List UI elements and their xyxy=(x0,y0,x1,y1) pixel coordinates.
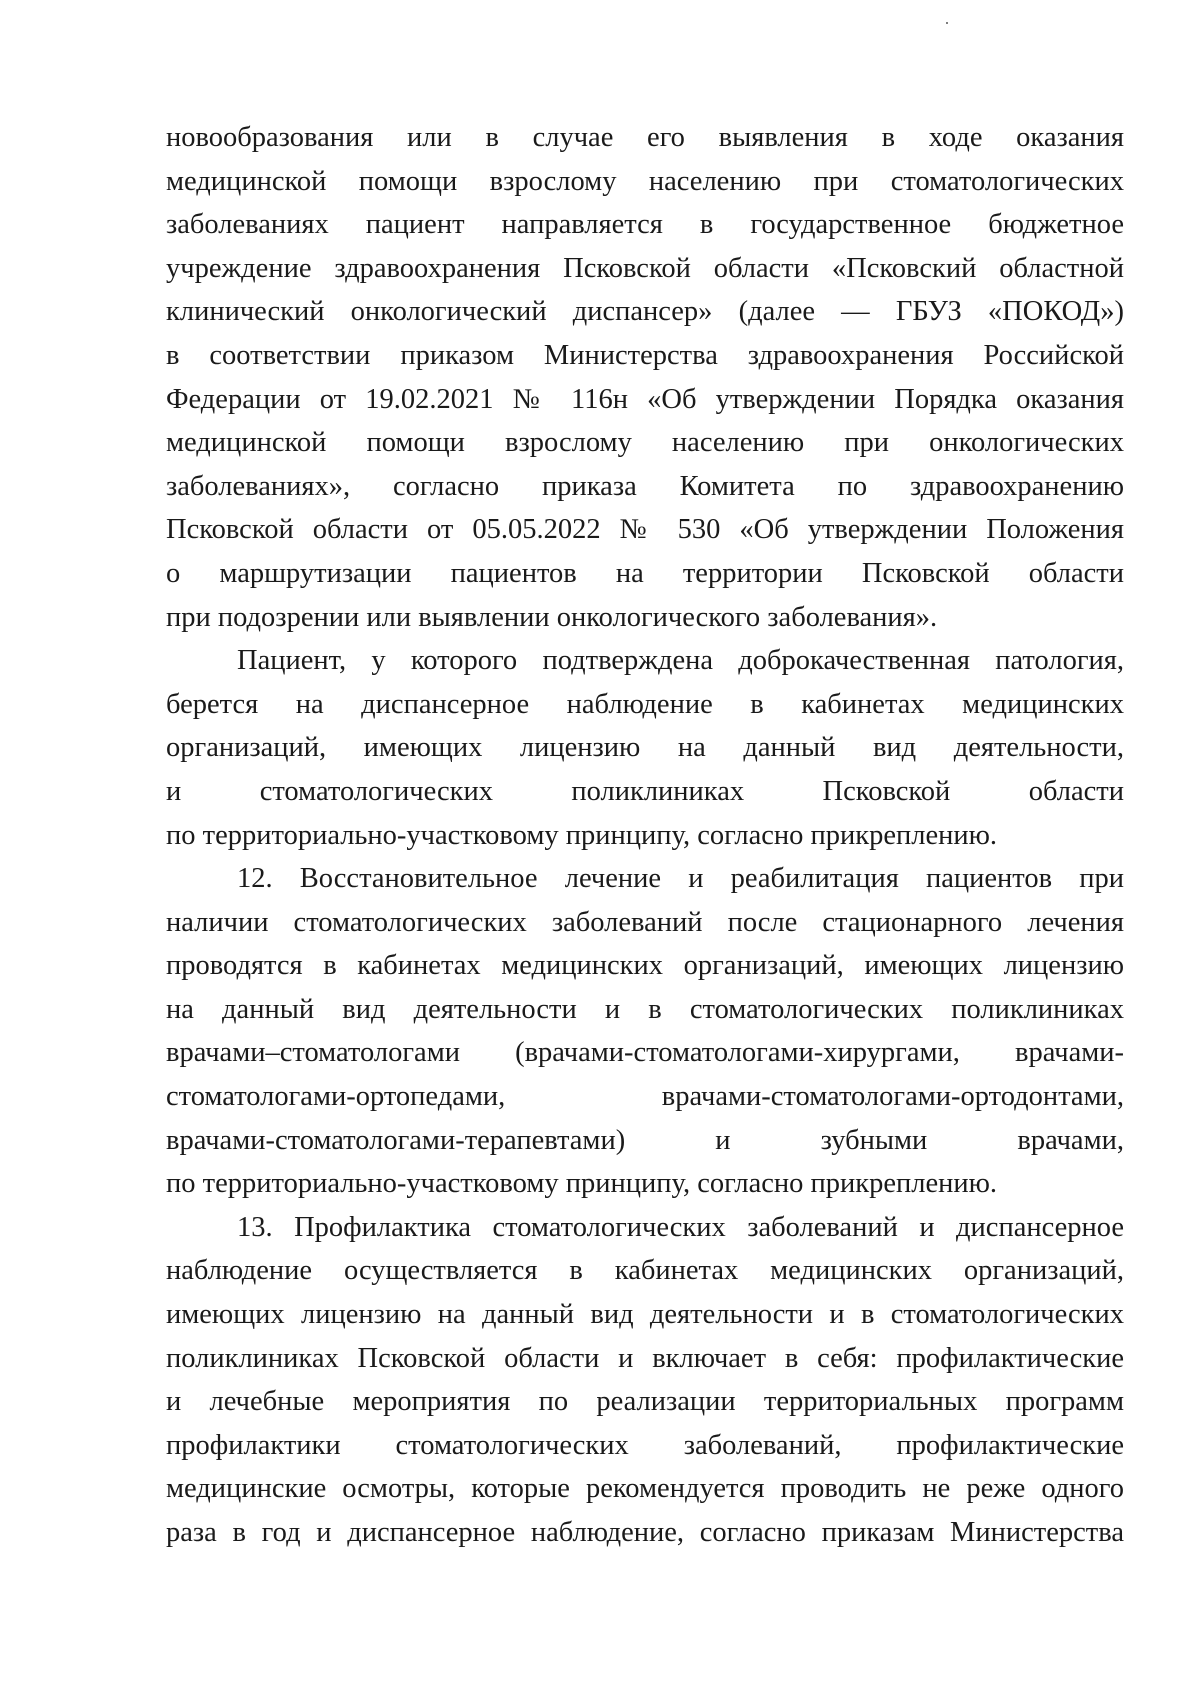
text-line: заболеваниях пациент направляется в государственное бюджетное xyxy=(166,209,1124,241)
text-line: стоматологами-ортопедами, врачами-стоматологами-ортодонтами, xyxy=(166,1081,1124,1113)
paragraph-first-line: Пациент, у которого подтверждена доброкачественная патология, xyxy=(237,645,1124,677)
text-line: профилактики стоматологических заболеваний, профилактические xyxy=(166,1429,1124,1461)
text-line: наблюдение осуществляется в кабинетах медицинских организаций, xyxy=(166,1255,1124,1287)
text-line: имеющих лицензию на данный вид деятельности и в стоматологических xyxy=(166,1299,1124,1331)
item-13-first-line: 13. Профилактика стоматологических заболеваний и диспансерное xyxy=(237,1211,1124,1243)
text-line: наличии стоматологических заболеваний после стационарного лечения xyxy=(166,906,1124,938)
text-line: и лечебные мероприятия по реализации территориальных программ xyxy=(166,1386,1124,1418)
text-line: по территориально-участковому принципу, согласно прикреплению. xyxy=(166,819,998,851)
text-line: организаций, имеющих лицензию на данный вид деятельности, xyxy=(166,732,1124,764)
item-12-first-line: 12. Восстановительное лечение и реабилитация пациентов при xyxy=(237,863,1124,895)
text-line: раза в год и диспансерное наблюдение, согласно приказам Министерства xyxy=(166,1517,1124,1548)
text-line: врачами–стоматологами (врачами-стоматологами-хирургами, врачами- xyxy=(166,1037,1124,1069)
text-line: о маршрутизации пациентов на территории Псковской области xyxy=(166,557,1124,589)
text-line: клинический онкологический диспансер» (далее — ГБУЗ «ПОКОД») xyxy=(166,296,1124,328)
text-line: учреждение здравоохранения Псковской области «Псковский областной xyxy=(166,252,1124,284)
text-line: медицинские осмотры, которые рекомендуется проводить не реже одного xyxy=(166,1473,1124,1505)
text-line: при подозрении или выявлении онкологического заболевания». xyxy=(166,601,938,633)
text-line: медицинской помощи взрослому населению при стоматологических xyxy=(166,165,1124,197)
text-line: берется на диспансерное наблюдение в кабинетах медицинских xyxy=(166,688,1124,720)
text-line: на данный вид деятельности и в стоматологических поликлиниках xyxy=(166,993,1124,1025)
text-line: заболеваниях», согласно приказа Комитета по здравоохранению xyxy=(166,470,1124,502)
text-line: поликлиниках Псковской области и включает в себя: профилактические xyxy=(166,1342,1124,1374)
text-line: и стоматологических поликлиниках Псковской области xyxy=(166,775,1124,807)
text-line: медицинской помощи взрослому населению при онкологических xyxy=(166,427,1124,459)
document-body xyxy=(166,116,1124,1555)
text-line: врачами-стоматологами-терапевтами) и зубными врачами, xyxy=(166,1124,1124,1156)
text-line: по территориально-участковому принципу, согласно прикреплению. xyxy=(166,1168,998,1200)
text-line: в соответствии приказом Министерства здравоохранения Российской xyxy=(166,339,1124,371)
text-line: новообразования или в случае его выявления в ходе оказания xyxy=(166,122,1124,153)
text-line: Псковской области от 05.05.2022 № 530 «Об утверждении Положения xyxy=(166,514,1124,546)
text-line: Федерации от 19.02.2021 № 116н «Об утверждении Порядка оказания xyxy=(166,383,1124,415)
text-line: проводятся в кабинетах медицинских организаций, имеющих лицензию xyxy=(166,950,1124,982)
scan-speck xyxy=(946,22,948,24)
